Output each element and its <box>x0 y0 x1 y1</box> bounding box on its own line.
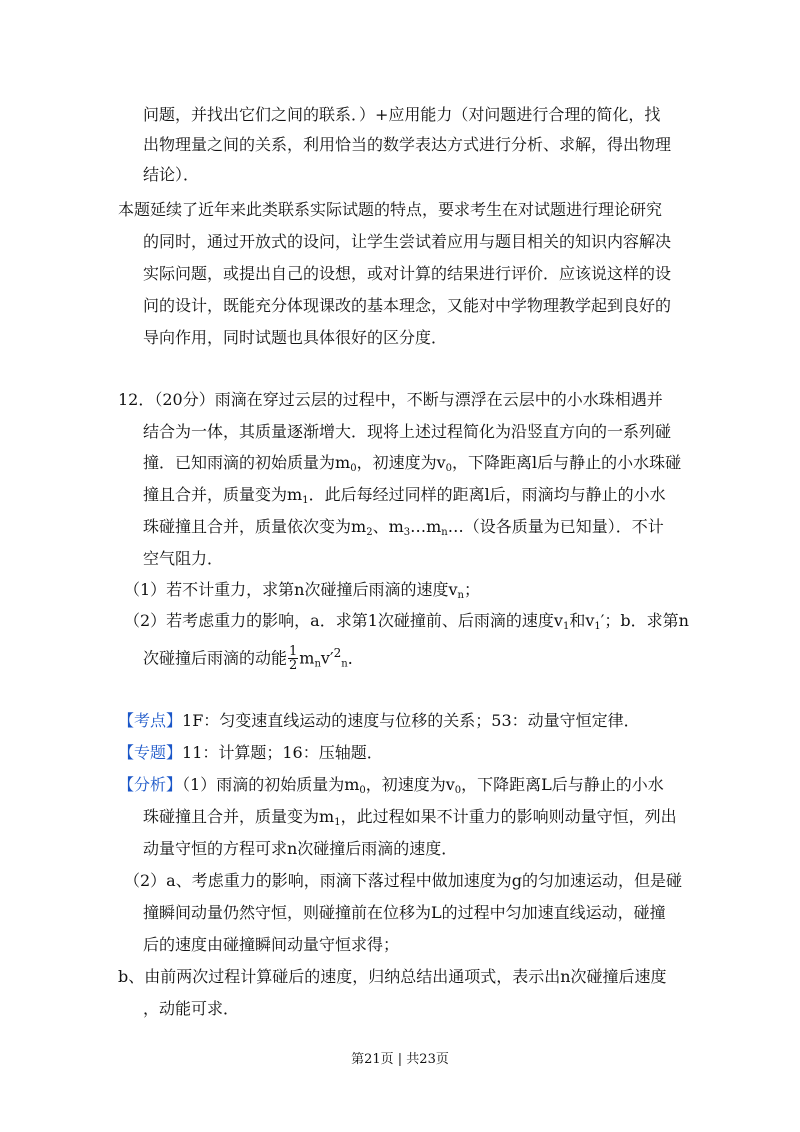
fraction-one-half: $\frac{1}{2}$ <box>289 644 298 674</box>
sub-question-2: （2）若考虑重力的影响，a．求第1次碰撞前、后雨滴的速度$v_1$和$v_1'$；b．求第n <box>124 611 689 632</box>
zhuanti-tag: 【专题】 <box>118 743 183 762</box>
comment-line: 的同时，通过开放式的设问，让学生尝试着应用与题目相关的知识内容解决 <box>143 232 672 251</box>
zhuanti-line: 【专题】11：计算题；16：压轴题． <box>118 743 383 762</box>
question-line: 撞．已知雨滴的初始质量为$m_0$，初速度为$v_0$，下降距离l后与静止的小水珠碰 <box>143 453 682 474</box>
fenxi-tag: 【分析】 <box>118 775 183 794</box>
question-line: 空气阻力． <box>143 549 224 568</box>
question-line: 珠碰撞且合并，质量依次变为$m_2$、$m_3\dots m_n\dots$（设各质量为已知量）．不计 <box>143 517 664 538</box>
analysis-line: （2）a、考虑重力的影响，雨滴下落过程中做加速度为g的匀加速运动，但是碰 <box>124 871 682 890</box>
question-line: 12．（20分）雨滴在穿过云层的过程中，不断与漂浮在云层中的小水珠相遇并 <box>118 390 663 409</box>
analysis-line: 后的速度由碰撞瞬间动量守恒求得； <box>143 935 400 954</box>
sub-question-2-continued: 次碰撞后雨滴的动能 $\frac{1}{2}$ $m_nv'^2_n$． <box>143 644 364 674</box>
intro-line: 出物理量之间的关系，利用恰当的数学表达方式进行分析、求解，得出物理 <box>143 135 672 154</box>
intro-line: 结论）． <box>143 165 200 184</box>
analysis-line: 珠碰撞且合并，质量变为$m_1$，此过程如果不计重力的影响则动量守恒，列出 <box>143 807 677 828</box>
kaodian-line: 【考点】1F：匀变速直线运动的速度与位移的关系；53：动量守恒定律． <box>118 711 640 730</box>
comment-line: 实际问题，或提出自己的设想，或对计算的结果进行评价．应该说这样的设 <box>143 264 672 283</box>
comment-line: 问的设计，既能充分体现课改的基本理念，又能对中学物理教学起到良好的 <box>143 296 672 315</box>
comment-line: 本题延续了近年来此类联系实际试题的特点，要求考生在对试题进行理论研究 <box>118 200 663 219</box>
page-footer: 第21页 | 共23页 <box>351 1052 449 1067</box>
question-line: 结合为一体，其质量逐渐增大．现将上述过程简化为沿竖直方向的一系列碰 <box>143 422 672 441</box>
analysis-line: 撞瞬间动量仍然守恒，则碰撞前在位移为L的过程中匀加速直线运动，碰撞 <box>143 903 666 922</box>
sub-question-1: （1）若不计重力，求第n次碰撞后雨滴的速度$v_n$； <box>124 580 480 601</box>
analysis-line: 动量守恒的方程可求n次碰撞后雨滴的速度． <box>143 839 458 858</box>
comment-line: 导向作用，同时试题也具体很好的区分度． <box>143 328 448 347</box>
question-line: 撞且合并，质量变为$m_1$．此后每经过同样的距离l后，雨滴均与静止的小水 <box>143 485 666 506</box>
fenxi-line: 【分析】（1）雨滴的初始质量为$m_0$，初速度为$v_0$，下降距离L后与静止的小水 <box>118 775 664 796</box>
analysis-line: b、由前两次过程计算碰后的速度，归纳总结出通项式，表示出n次碰撞后速度 <box>118 967 667 986</box>
intro-line: 问题，并找出它们之间的联系．）+应用能力（对问题进行合理的简化，找 <box>143 105 661 124</box>
analysis-line: ，动能可求． <box>143 999 240 1018</box>
kaodian-tag: 【考点】 <box>118 711 183 730</box>
